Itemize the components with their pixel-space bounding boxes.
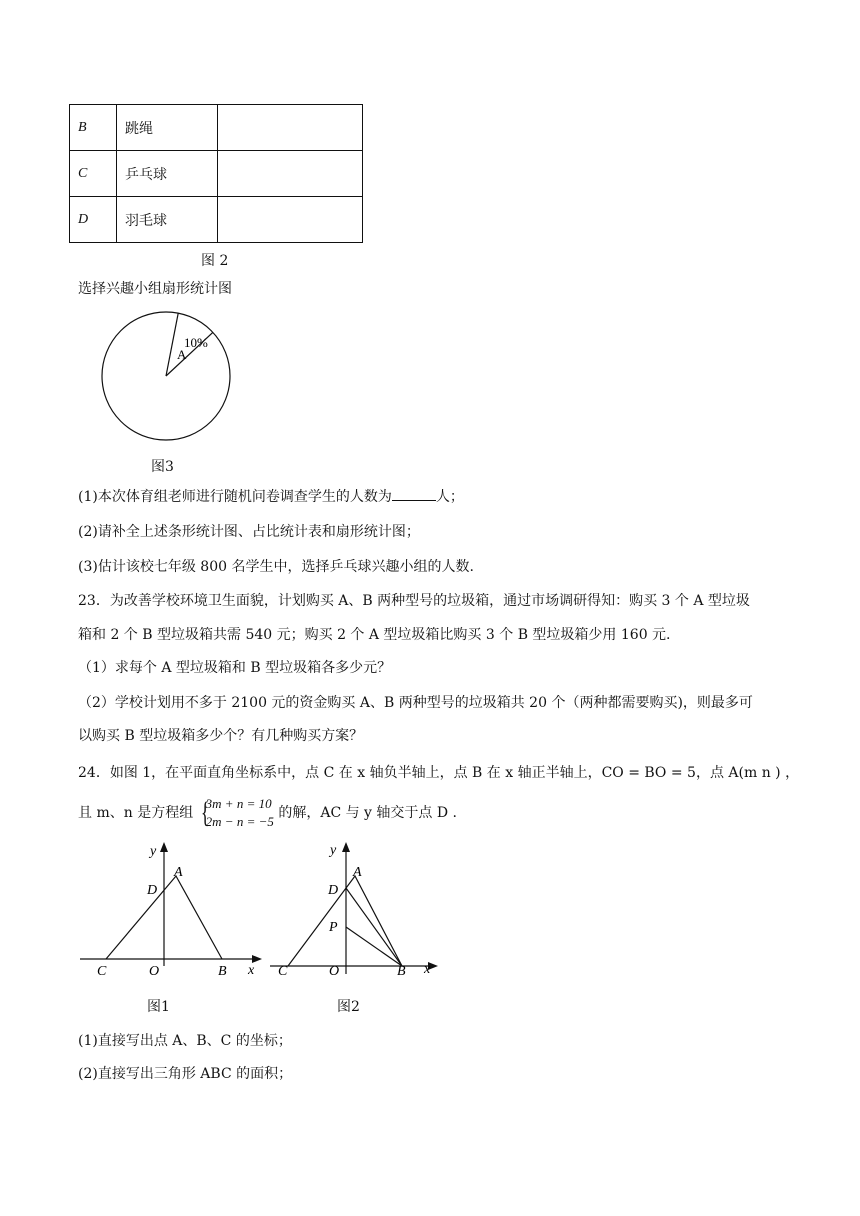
point-d-label: D xyxy=(328,883,339,898)
table-cell-value xyxy=(218,105,363,151)
answer-blank xyxy=(392,488,436,501)
table-cell-code: C xyxy=(70,151,117,197)
equation-system xyxy=(198,795,274,831)
equation-1: 3m + n = 10 xyxy=(205,796,272,811)
table-row xyxy=(70,197,363,243)
pie-chart xyxy=(98,308,238,443)
figure-1 xyxy=(76,838,266,983)
point-c-label: C xyxy=(278,964,288,979)
table-cell-code: B xyxy=(70,105,117,151)
q24-part2: (2)直接写出三角形 ABC 的面积； xyxy=(78,1066,293,1082)
point-a-label: A xyxy=(353,865,362,880)
q23-line4: （2）学校计划用不多于 2100 元的资金购买 A、B 两种型号的垃圾箱共 20 个（两种都需要购买)，则最多可 xyxy=(78,695,753,711)
origin-label: O xyxy=(149,964,160,979)
point-p-label: P xyxy=(329,920,338,935)
q22-part2: (2)请补全上述条形统计图、占比统计表和扇形统计图； xyxy=(78,524,420,540)
figure-2-caption: 图2 xyxy=(337,999,360,1015)
q23-line3: （1）求每个 A 型垃圾箱和 B 型垃圾箱各多少元？ xyxy=(78,660,392,676)
q22-part1 xyxy=(78,486,464,506)
point-b-label: B xyxy=(218,964,227,979)
point-d-label: D xyxy=(147,883,158,898)
point-b-label: B xyxy=(397,964,406,979)
equation-2: 2m − n = −5 xyxy=(205,814,274,829)
y-axis-label: y xyxy=(330,843,337,858)
y-axis-arrow-icon xyxy=(160,842,168,852)
point-a-label: A xyxy=(174,865,183,880)
x-axis-arrow-icon xyxy=(252,955,262,963)
segment-db xyxy=(346,888,402,966)
pie-caption: 图3 xyxy=(151,459,174,475)
figure-1-caption: 图1 xyxy=(147,999,170,1015)
y-axis-arrow-icon xyxy=(342,842,350,852)
pie-title: 选择兴趣小组扇形统计图 xyxy=(78,281,232,297)
figure-2 xyxy=(266,838,444,983)
q24-line2-start: 且 m、n 是方程组 xyxy=(78,805,194,821)
q24-line2-end: 的解，AC 与 y 轴交于点 D . xyxy=(278,805,457,821)
table-cell-name: 跳绳 xyxy=(117,105,218,151)
table-row xyxy=(70,105,363,151)
q22-part1-text: (1)本次体育组老师进行随机问卷调查学生的人数为 xyxy=(78,489,392,505)
pie-slice-label: A xyxy=(177,347,187,362)
table-caption: 图 2 xyxy=(201,253,229,269)
x-axis-label: x xyxy=(248,963,255,978)
table-cell-value xyxy=(218,151,363,197)
table-cell-code: D xyxy=(70,197,117,243)
table-cell-value xyxy=(218,197,363,243)
q23-line2: 箱和 2 个 B 型垃圾箱共需 540 元；购买 2 个 A 型垃圾箱比购买 3 个 B 型垃圾箱少用 160 元. xyxy=(78,627,671,643)
segment-pb xyxy=(346,927,402,966)
pie-slice-percent: 10% xyxy=(184,335,208,350)
q23-line1: 23．为改善学校环境卫生面貌，计划购买 A、B 两种型号的垃圾箱，通过市场调研得知：购买 3 个 A 型垃圾 xyxy=(78,593,750,609)
y-axis-label: y xyxy=(150,844,157,859)
point-c-label: C xyxy=(97,964,107,979)
q22-part1-unit: 人； xyxy=(435,489,464,505)
x-axis-label: x xyxy=(424,962,431,977)
table-row xyxy=(70,151,363,197)
q23-line5: 以购买 B 型垃圾箱多少个？有几种购买方案？ xyxy=(78,728,364,744)
q24-part1: (1)直接写出点 A、B、C 的坐标； xyxy=(78,1033,292,1049)
q24-line2 xyxy=(78,795,457,831)
q24-line1: 24．如图 1，在平面直角坐标系中，点 C 在 x 轴负半轴上，点 B 在 x 轴正半轴上，CO = BO = 5，点 A(m n ) ， xyxy=(78,765,800,781)
interest-group-table xyxy=(69,104,363,243)
table-cell-name: 乒乓球 xyxy=(117,151,218,197)
brace-symbol: { xyxy=(200,796,210,829)
triangle-abc xyxy=(288,876,402,966)
q22-part3: (3)估计该校七年级 800 名学生中，选择乒乓球兴趣小组的人数. xyxy=(78,559,474,575)
origin-label: O xyxy=(329,964,340,979)
table-cell-name: 羽毛球 xyxy=(117,197,218,243)
